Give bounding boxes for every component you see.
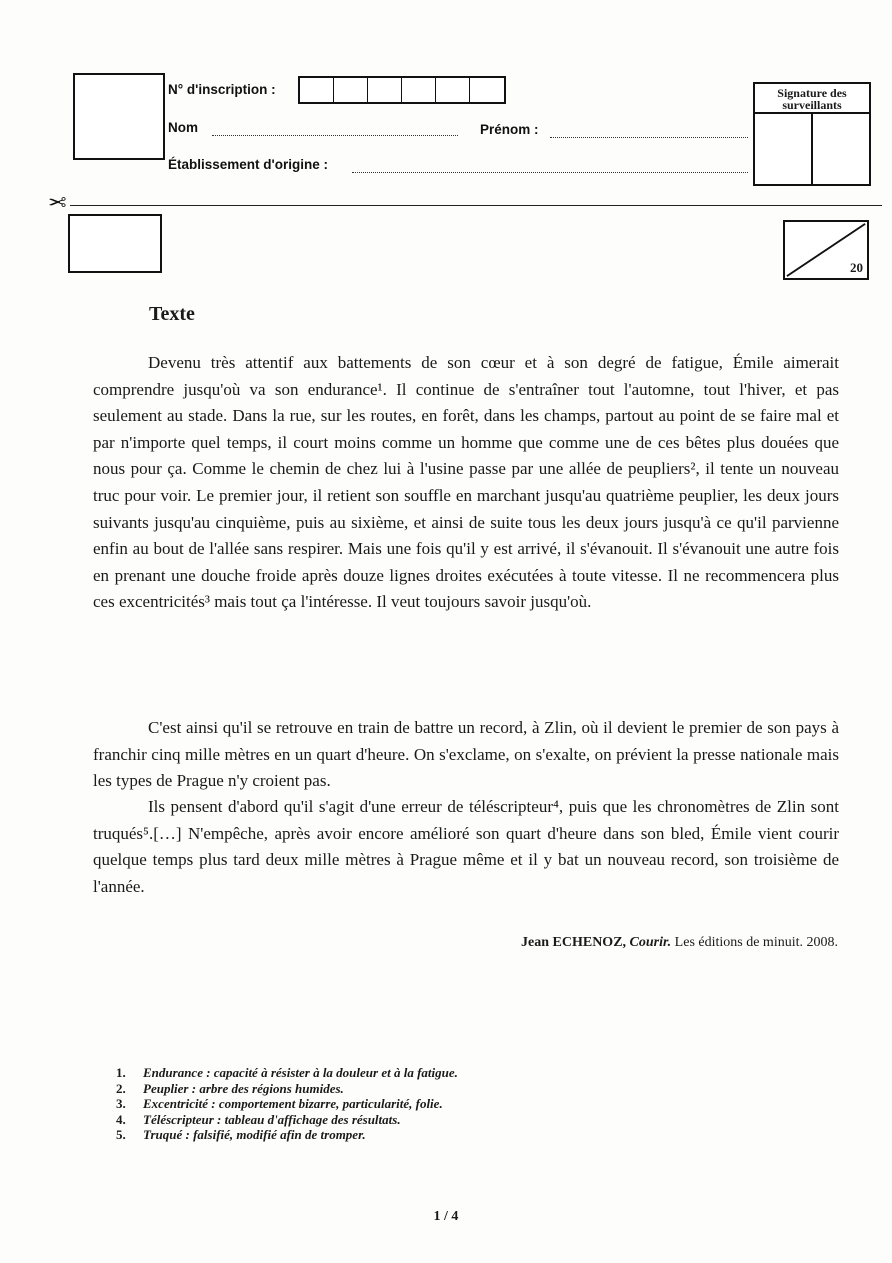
source-author: Jean ECHENOZ,: [521, 935, 627, 950]
footnote-text: Téléscripteur : tableau d'affichage des résultats.: [143, 1111, 401, 1127]
nom-label: Nom: [168, 120, 198, 135]
score-total: 20: [850, 260, 863, 275]
etablissement-field[interactable]: [352, 172, 748, 173]
inscription-label: N° d'inscription :: [168, 82, 276, 97]
footnote-text: Peuplier : arbre des régions humides.: [143, 1080, 344, 1096]
footnote-text: Excentricité : comportement bizarre, particularité, folie.: [143, 1096, 443, 1111]
inscription-cell[interactable]: [300, 78, 334, 102]
footnote: [116, 1081, 458, 1097]
inscription-cell[interactable]: [334, 78, 368, 102]
score-box: [783, 220, 869, 280]
signature-divider: [811, 114, 813, 186]
inscription-cell[interactable]: [436, 78, 470, 102]
signature-title: Signature des surveillants: [755, 84, 869, 114]
nom-field[interactable]: [212, 135, 458, 136]
anonymous-code-box: [68, 214, 162, 273]
text-title: Texte: [149, 303, 195, 325]
prenom-field[interactable]: [550, 137, 748, 138]
footnote-number: 5.: [116, 1127, 126, 1142]
source-publisher: Les éditions de minuit. 2008.: [674, 935, 838, 950]
inscription-cell[interactable]: [402, 78, 436, 102]
footnote: [116, 1096, 458, 1112]
cut-line: [70, 205, 882, 206]
paragraph-3-text: Ils pensent d'abord qu'il s'agit d'une erreur de téléscripteur⁴, puis que les chronomètres de Zlin sont truqués⁵.[…] N'empêche, après avoir encore amélioré son quart d'heure dans son bled, Émile vient courir quelque temps plus tard deux mille mètres à Prague même et il y bat un nouveau record, son troisième de l'année.: [93, 797, 839, 896]
footnote: [116, 1112, 458, 1128]
footnote-text: Truqué : falsifié, modifié afin de tromper.: [143, 1127, 366, 1142]
paragraph-1-text: Devenu très attentif aux battements de son cœur et à son degré de fatigue, Émile aimerait comprendre jusqu'où va son endurance¹. Il continue de s'entraîner tout l'automne, tout l'hiver, et pas seulement au stade. Dans la rue, sur les routes, en forêt, dans les champs, partout au point de se faire mal et par n'importe quel temps, il court moins comme un homme que comme une de ces bêtes plus douées que nous pour ça. Comme le chemin de chez lui à l'usine passe par une allée de peupliers², il tente un nouveau truc pour voir. Le premier jour, il retient son souffle en marchant jusqu'au quatrième peuplier, les deux jours suivants jusqu'au cinquième, puis au sixième, et ainsi de suite tous les deux jours jusqu'à ce qu'il parvienne enfin au bout de l'allée sans respirer. Mais une fois qu'il y est arrivé, il s'évanouit. Il s'évanouit une autre fois en prenant une douche froide après douze lignes droites exécutées à toute vitesse. Il ne recommencera plus ces excentricités³ mais tout ça l'intéresse. Il veut toujours savoir jusqu'où.: [93, 353, 839, 612]
photo-box: [73, 73, 165, 160]
paragraph-2: [93, 715, 839, 795]
scissors-icon: ✂: [48, 188, 67, 213]
prenom-label: Prénom :: [480, 122, 539, 137]
footnotes: [116, 1065, 458, 1143]
footnote: [116, 1065, 458, 1081]
paragraph-3: [93, 794, 839, 900]
inscription-cell[interactable]: [470, 78, 504, 102]
inscription-number-field[interactable]: [298, 76, 506, 104]
footnote-text: Endurance : capacité à résister à la douleur et à la fatigue.: [143, 1065, 458, 1080]
source-citation: [420, 935, 838, 951]
footnote-number: 2.: [116, 1080, 126, 1096]
footnote-number: 1.: [116, 1065, 126, 1080]
footnote-number: 3.: [116, 1096, 126, 1111]
inscription-cell[interactable]: [368, 78, 402, 102]
paragraph-1: [93, 350, 839, 616]
paragraph-2-text: C'est ainsi qu'il se retrouve en train de battre un record, à Zlin, où il devient le premier de son pays à franchir cinq mille mètres en un quart d'heure. On s'exclame, on s'exalte, on prévient la presse nationale mais les types de Prague n'y croient pas.: [93, 718, 839, 791]
footnote: [116, 1127, 458, 1143]
source-book: Courir.: [629, 935, 672, 950]
footnote-number: 4.: [116, 1111, 126, 1127]
signature-box: [753, 82, 871, 186]
page-number: 1 / 4: [433, 1209, 459, 1224]
etablissement-label: Établissement d'origine :: [168, 157, 328, 172]
